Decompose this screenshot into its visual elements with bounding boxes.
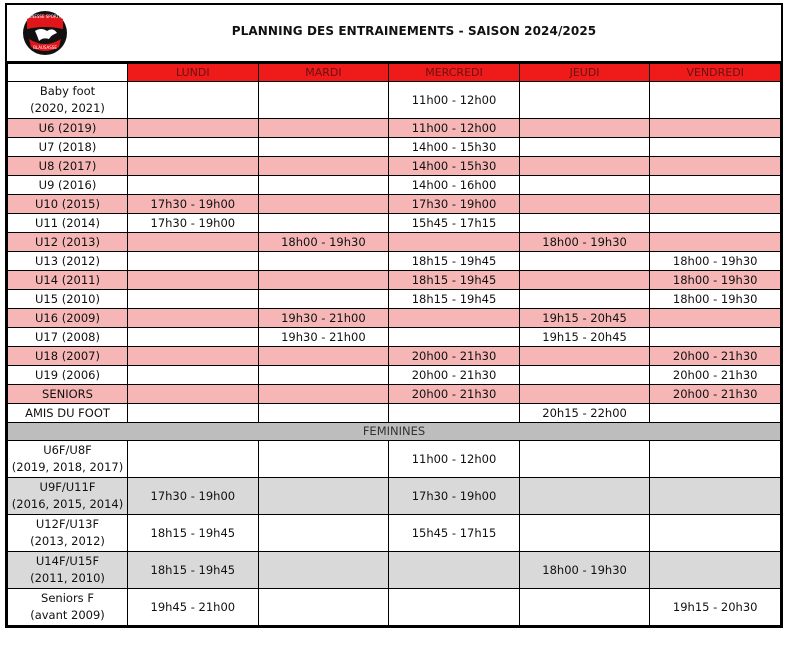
time-slot-vendredi: 18h00 - 19h30: [650, 252, 781, 271]
category-label: [8, 478, 128, 515]
time-slot-lundi: 17h30 - 19h00: [128, 214, 259, 233]
category-label-line: U11 (2014): [35, 215, 100, 230]
time-slot-mardi: [258, 347, 389, 366]
time-slot-lundi: [128, 271, 259, 290]
time-slot-mardi: [258, 138, 389, 157]
category-label-line: SENIORS: [42, 386, 93, 401]
category-label-line: U13 (2012): [35, 253, 100, 268]
logo-text-bottom: BLAUSASSE: [33, 45, 57, 50]
schedule-row: [8, 385, 781, 404]
day-header-lundi: LUNDI: [128, 64, 259, 82]
time-slot-lundi: 17h30 - 19h00: [128, 195, 259, 214]
category-label: [8, 119, 128, 138]
time-slot-lundi: [128, 366, 259, 385]
time-slot-mercredi: 14h00 - 15h30: [389, 138, 520, 157]
time-slot-lundi: [128, 309, 259, 328]
category-label: [8, 404, 128, 423]
time-slot-jeudi: 20h15 - 22h00: [519, 404, 650, 423]
category-label-line: Seniors F: [41, 591, 94, 605]
schedule-row: [8, 82, 781, 119]
time-slot-jeudi: 18h00 - 19h30: [519, 233, 650, 252]
time-slot-mercredi: 11h00 - 12h00: [389, 119, 520, 138]
time-slot-lundi: [128, 233, 259, 252]
time-slot-mardi: [258, 478, 389, 515]
time-slot-jeudi: [519, 589, 650, 626]
time-slot-vendredi: [650, 441, 781, 478]
category-label-line: U16 (2009): [35, 310, 100, 325]
category-label-line: U7 (2018): [38, 139, 97, 154]
schedule-row: [8, 138, 781, 157]
category-label-line: U14F/U15F: [35, 554, 100, 568]
time-slot-jeudi: 19h15 - 20h45: [519, 328, 650, 347]
category-label: [8, 552, 128, 589]
time-slot-vendredi: [650, 195, 781, 214]
schedule-title: PLANNING DES ENTRAINEMENTS - SAISON 2024/2025: [231, 24, 597, 38]
category-label-line: U10 (2015): [35, 196, 100, 211]
category-label: [8, 290, 128, 309]
day-header-row: [8, 64, 781, 82]
time-slot-mercredi: 17h30 - 19h00: [389, 195, 520, 214]
time-slot-vendredi: 20h00 - 21h30: [650, 347, 781, 366]
time-slot-mardi: [258, 214, 389, 233]
time-slot-mercredi: 14h00 - 15h30: [389, 157, 520, 176]
time-slot-jeudi: [519, 252, 650, 271]
schedule-row: [8, 404, 781, 423]
schedule-row: [8, 214, 781, 233]
time-slot-jeudi: [519, 478, 650, 515]
category-label-line: AMIS DU FOOT: [25, 405, 110, 420]
category-label: [8, 347, 128, 366]
time-slot-jeudi: [519, 347, 650, 366]
time-slot-jeudi: [519, 176, 650, 195]
category-label-line: U19 (2006): [35, 367, 100, 382]
time-slot-vendredi: [650, 82, 781, 119]
category-label: [8, 271, 128, 290]
time-slot-mardi: [258, 271, 389, 290]
time-slot-mardi: 19h30 - 21h00: [258, 328, 389, 347]
category-label: [8, 157, 128, 176]
time-slot-jeudi: [519, 119, 650, 138]
category-label: [8, 515, 128, 552]
time-slot-vendredi: [650, 119, 781, 138]
schedule-row: [8, 119, 781, 138]
category-label-line: U12F/U13F: [35, 517, 100, 531]
category-label: [8, 366, 128, 385]
time-slot-vendredi: 20h00 - 21h30: [650, 366, 781, 385]
category-label-line: U15 (2010): [35, 291, 100, 306]
category-label-line: (avant 2009): [30, 608, 105, 622]
time-slot-vendredi: [650, 214, 781, 233]
training-schedule-sheet: [5, 3, 783, 628]
schedule-row: [8, 271, 781, 290]
feminine-row: [8, 441, 781, 478]
category-label-line: (2013, 2012): [30, 534, 105, 548]
category-label: [8, 82, 128, 119]
category-label-line: (2016, 2015, 2014): [11, 497, 124, 511]
time-slot-mercredi: 18h15 - 19h45: [389, 252, 520, 271]
time-slot-mardi: [258, 290, 389, 309]
time-slot-lundi: 18h15 - 19h45: [128, 552, 259, 589]
schedule-row: [8, 328, 781, 347]
category-label: [8, 138, 128, 157]
time-slot-lundi: 19h45 - 21h00: [128, 589, 259, 626]
time-slot-jeudi: [519, 195, 650, 214]
time-slot-vendredi: [650, 309, 781, 328]
schedule-row: [8, 290, 781, 309]
time-slot-vendredi: 18h00 - 19h30: [650, 290, 781, 309]
schedule-row: [8, 347, 781, 366]
category-label-line: (2011, 2010): [30, 571, 105, 585]
time-slot-vendredi: [650, 515, 781, 552]
day-header-mercredi: MERCREDI: [389, 64, 520, 82]
time-slot-mercredi: 15h45 - 17h15: [389, 214, 520, 233]
time-slot-mercredi: 20h00 - 21h30: [389, 347, 520, 366]
time-slot-lundi: [128, 385, 259, 404]
category-label-line: U6 (2019): [38, 120, 97, 135]
feminine-row: [8, 552, 781, 589]
time-slot-mardi: [258, 119, 389, 138]
time-slot-mardi: [258, 589, 389, 626]
day-header-jeudi: JEUDI: [519, 64, 650, 82]
time-slot-lundi: 18h15 - 19h45: [128, 515, 259, 552]
feminine-row: [8, 478, 781, 515]
schedule-row: [8, 252, 781, 271]
time-slot-mercredi: 20h00 - 21h30: [389, 385, 520, 404]
category-label: [8, 195, 128, 214]
time-slot-mardi: [258, 552, 389, 589]
time-slot-vendredi: 18h00 - 19h30: [650, 271, 781, 290]
category-label: [8, 176, 128, 195]
time-slot-vendredi: 19h15 - 20h30: [650, 589, 781, 626]
time-slot-mardi: 19h30 - 21h00: [258, 309, 389, 328]
time-slot-jeudi: 19h15 - 20h45: [519, 309, 650, 328]
category-label-line: U14 (2011): [35, 272, 100, 287]
time-slot-jeudi: [519, 271, 650, 290]
time-slot-lundi: [128, 404, 259, 423]
category-label: [8, 589, 128, 626]
category-label: [8, 233, 128, 252]
category-label: [8, 309, 128, 328]
feminine-row: [8, 589, 781, 626]
category-label: [8, 252, 128, 271]
category-label-line: U9F/U11F: [39, 480, 96, 494]
time-slot-lundi: [128, 328, 259, 347]
time-slot-lundi: 17h30 - 19h00: [128, 478, 259, 515]
time-slot-mercredi: [389, 552, 520, 589]
time-slot-mardi: [258, 441, 389, 478]
category-label: [8, 441, 128, 478]
time-slot-mercredi: 18h15 - 19h45: [389, 271, 520, 290]
time-slot-mardi: [258, 404, 389, 423]
time-slot-mercredi: [389, 589, 520, 626]
time-slot-jeudi: [519, 138, 650, 157]
logo-text-top: JEUNESSE SPORTIVE: [24, 14, 66, 19]
category-label: [8, 385, 128, 404]
schedule-header: [7, 5, 781, 63]
time-slot-lundi: [128, 290, 259, 309]
time-slot-mercredi: 11h00 - 12h00: [389, 441, 520, 478]
feminine-row: [8, 515, 781, 552]
time-slot-vendredi: [650, 404, 781, 423]
time-slot-mercredi: 15h45 - 17h15: [389, 515, 520, 552]
schedule-row: [8, 195, 781, 214]
time-slot-vendredi: [650, 478, 781, 515]
time-slot-mardi: 18h00 - 19h30: [258, 233, 389, 252]
day-header-vendredi: VENDREDI: [650, 64, 781, 82]
schedule-row: [8, 233, 781, 252]
time-slot-lundi: [128, 138, 259, 157]
time-slot-mercredi: 11h00 - 12h00: [389, 82, 520, 119]
day-header-mardi: MARDI: [258, 64, 389, 82]
time-slot-jeudi: [519, 157, 650, 176]
time-slot-jeudi: [519, 515, 650, 552]
time-slot-mardi: [258, 195, 389, 214]
category-label-line: U17 (2008): [35, 329, 100, 344]
time-slot-mercredi: [389, 404, 520, 423]
category-label-line: U9 (2016): [38, 177, 97, 192]
time-slot-mercredi: 14h00 - 16h00: [389, 176, 520, 195]
schedule-row: [8, 366, 781, 385]
time-slot-lundi: [128, 82, 259, 119]
time-slot-mardi: [258, 366, 389, 385]
time-slot-mercredi: [389, 233, 520, 252]
time-slot-vendredi: [650, 233, 781, 252]
time-slot-mardi: [258, 157, 389, 176]
time-slot-jeudi: 18h00 - 19h30: [519, 552, 650, 589]
time-slot-vendredi: [650, 552, 781, 589]
schedule-table: [7, 63, 781, 626]
schedule-row: [8, 157, 781, 176]
category-label-line: (2019, 2018, 2017): [11, 460, 124, 474]
category-label-line: Baby foot: [39, 84, 96, 98]
time-slot-vendredi: [650, 157, 781, 176]
time-slot-mercredi: [389, 309, 520, 328]
time-slot-mercredi: 20h00 - 21h30: [389, 366, 520, 385]
feminines-header: FEMININES: [8, 423, 781, 441]
category-label-line: U12 (2013): [35, 234, 100, 249]
time-slot-vendredi: [650, 138, 781, 157]
category-label-line: U18 (2007): [35, 348, 100, 363]
time-slot-lundi: [128, 347, 259, 366]
corner-cell: [8, 64, 128, 82]
time-slot-mardi: [258, 385, 389, 404]
time-slot-mardi: [258, 176, 389, 195]
time-slot-lundi: [128, 157, 259, 176]
time-slot-mercredi: 17h30 - 19h00: [389, 478, 520, 515]
time-slot-lundi: [128, 252, 259, 271]
time-slot-jeudi: [519, 214, 650, 233]
category-label-line: (2020, 2021): [30, 101, 105, 115]
time-slot-jeudi: [519, 441, 650, 478]
time-slot-vendredi: 20h00 - 21h30: [650, 385, 781, 404]
time-slot-vendredi: [650, 176, 781, 195]
time-slot-lundi: [128, 119, 259, 138]
category-label-line: U8 (2017): [38, 158, 97, 173]
time-slot-mercredi: [389, 328, 520, 347]
time-slot-lundi: [128, 176, 259, 195]
time-slot-mercredi: 18h15 - 19h45: [389, 290, 520, 309]
time-slot-jeudi: [519, 290, 650, 309]
feminines-header-row: [8, 423, 781, 441]
time-slot-mardi: [258, 252, 389, 271]
schedule-row: [8, 176, 781, 195]
category-label-line: U6F/U8F: [43, 443, 92, 457]
time-slot-mardi: [258, 82, 389, 119]
time-slot-jeudi: [519, 82, 650, 119]
time-slot-lundi: [128, 441, 259, 478]
time-slot-jeudi: [519, 366, 650, 385]
category-label: [8, 328, 128, 347]
time-slot-jeudi: [519, 385, 650, 404]
schedule-row: [8, 309, 781, 328]
time-slot-mardi: [258, 515, 389, 552]
time-slot-vendredi: [650, 328, 781, 347]
category-label: [8, 214, 128, 233]
